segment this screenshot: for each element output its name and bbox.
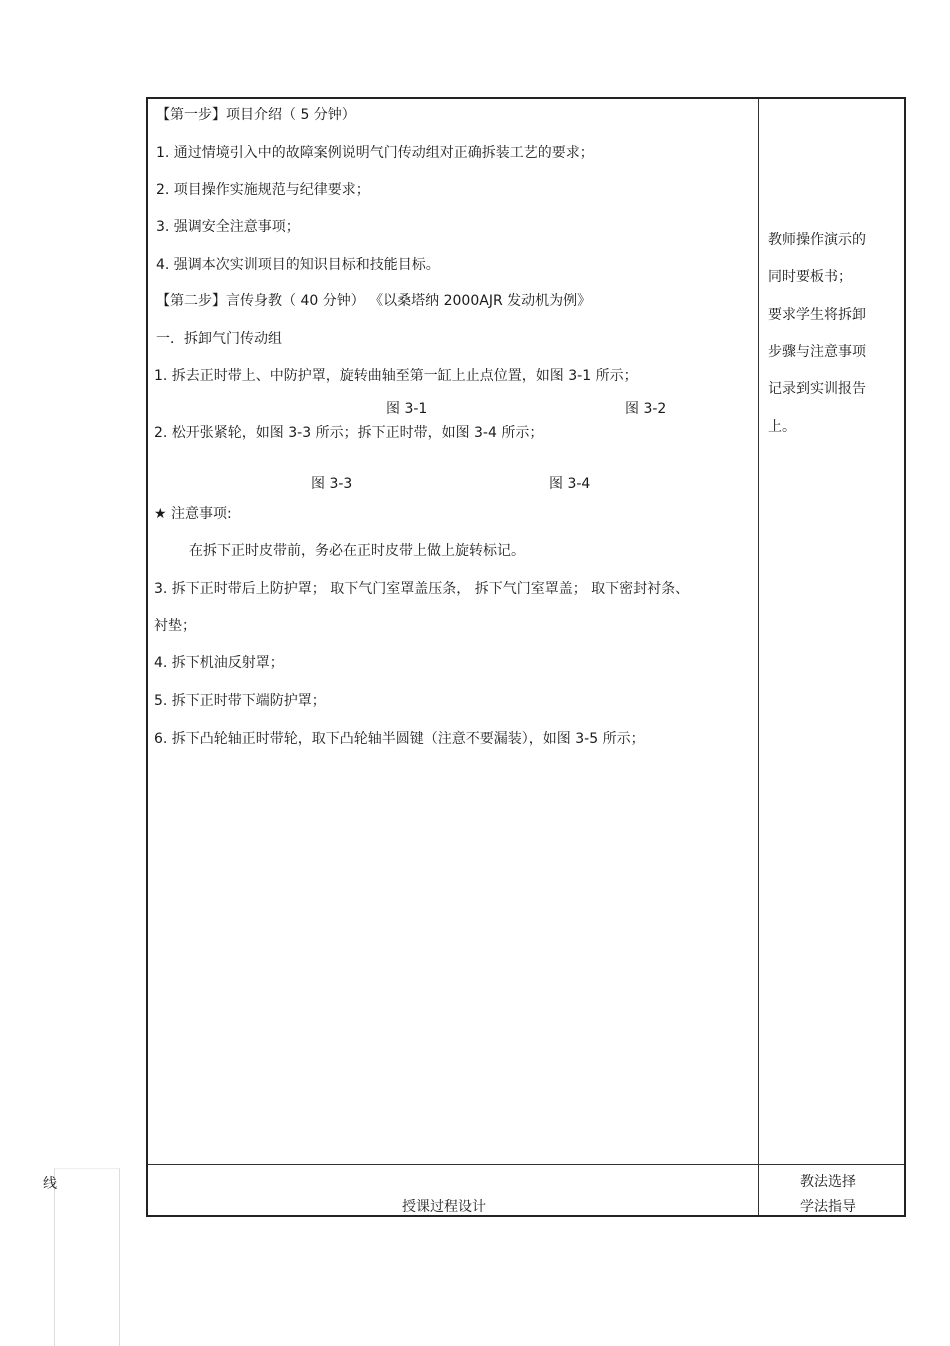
figure-caption-3-3: 图 3-3: [311, 476, 353, 492]
side-note-line-3: 要求学生将拆卸: [768, 307, 866, 323]
step-1-item-2: 2. 项目操作实施规范与纪律要求；: [156, 182, 370, 198]
side-note-line-6: 上。: [768, 419, 796, 435]
caution-text: 在拆下正时皮带前，务必在正时皮带上做上旋转标记。: [189, 543, 525, 559]
step-2-item-5: 5. 拆下正时带下端防护罩；: [154, 693, 326, 709]
step-2-item-2: 2. 松开张紧轮，如图 3-3 所示；拆下正时带，如图 3-4 所示；: [154, 425, 544, 441]
column-divider: [758, 99, 759, 1215]
side-note-line-2: 同时要板书；: [768, 269, 852, 285]
step-2-item-4: 4. 拆下机油反射罩；: [154, 655, 284, 671]
step-1-item-3: 3. 强调安全注意事项；: [156, 219, 300, 235]
footer-label-method: 教法选择: [800, 1174, 856, 1190]
step-1-heading: 【第一步】项目介绍（ 5 分钟）: [156, 107, 356, 123]
footer-divider: [148, 1164, 904, 1165]
step-2-heading: 【第二步】言传身教（ 40 分钟） 《以桑塔纳 2000AJR 发动机为例》: [156, 293, 592, 309]
footer-label-design: 授课过程设计: [402, 1199, 486, 1215]
step-2-item-1: 1. 拆去正时带上、中防护罩，旋转曲轴至第一缸上止点位置，如图 3-1 所示；: [154, 368, 638, 384]
step-2-item-3: 3. 拆下正时带后上防护罩； 取下气门室罩盖压条， 拆下气门室罩盖； 取下密封衬条、: [154, 581, 690, 597]
side-note-line-4: 步骤与注意事项: [768, 344, 866, 360]
step-2-item-3-cont: 衬垫；: [154, 618, 196, 634]
figure-caption-3-1: 图 3-1: [386, 401, 428, 417]
caution-heading: ★ 注意事项:: [154, 506, 232, 522]
footer-label-guidance: 学法指导: [800, 1199, 856, 1215]
figure-caption-3-2: 图 3-2: [625, 401, 667, 417]
step-2-item-6: 6. 拆下凸轮轴正时带轮，取下凸轮轴半圆键（注意不要漏装），如图 3-5 所示；: [154, 731, 645, 747]
side-note-line-5: 记录到实训报告: [768, 381, 866, 397]
section-heading: 一．拆卸气门传动组: [156, 331, 282, 347]
binding-margin: [54, 1168, 120, 1346]
step-1-item-4: 4. 强调本次实训项目的知识目标和技能目标。: [156, 257, 440, 273]
step-1-item-1: 1. 通过情境引入中的故障案例说明气门传动组对正确拆装工艺的要求；: [156, 145, 594, 161]
side-note-line-1: 教师操作演示的: [768, 232, 866, 248]
binding-line-char: 线: [43, 1176, 57, 1192]
figure-caption-3-4: 图 3-4: [549, 476, 591, 492]
